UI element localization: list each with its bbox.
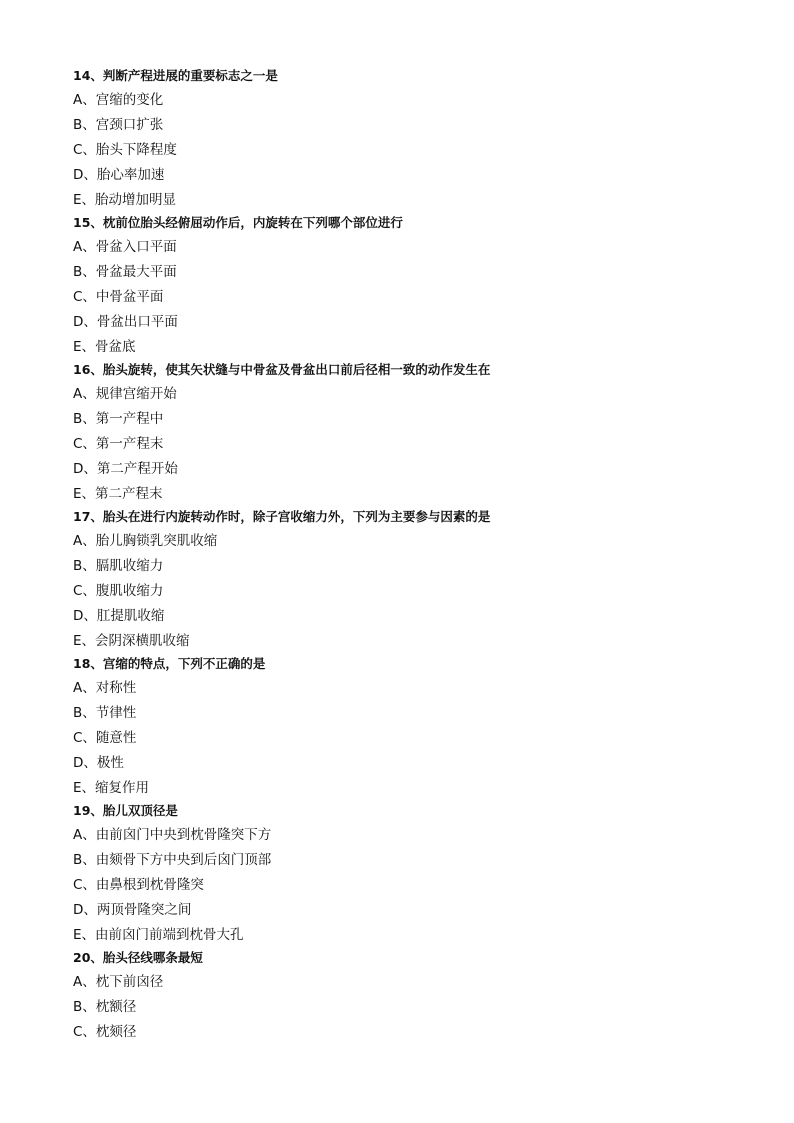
question-title: 15、枕前位胎头经俯屈动作后，内旋转在下列哪个部位进行 bbox=[73, 215, 403, 230]
option-c: C、中骨盆平面 bbox=[73, 289, 164, 305]
question-18 bbox=[73, 654, 753, 801]
option-c: C、随意性 bbox=[73, 730, 137, 746]
option-e: E、第二产程末 bbox=[73, 486, 163, 502]
question-19 bbox=[73, 801, 753, 948]
option-a: A、由前囟门中央到枕骨隆突下方 bbox=[73, 827, 272, 843]
option-c: C、腹肌收缩力 bbox=[73, 583, 164, 599]
option-b: B、由颏骨下方中央到后囟门顶部 bbox=[73, 852, 272, 868]
question-20 bbox=[73, 948, 753, 1045]
question-title: 14、判断产程进展的重要标志之一是 bbox=[73, 68, 278, 83]
option-c: C、胎头下降程度 bbox=[73, 142, 177, 158]
option-d: D、胎心率加速 bbox=[73, 167, 165, 183]
option-b: B、膈肌收缩力 bbox=[73, 558, 164, 574]
option-e: E、缩复作用 bbox=[73, 780, 150, 796]
option-e: E、骨盆底 bbox=[73, 339, 136, 355]
option-a: A、枕下前囟径 bbox=[73, 974, 164, 990]
option-d: D、极性 bbox=[73, 755, 124, 771]
option-b: B、宫颈口扩张 bbox=[73, 117, 164, 133]
option-c: C、第一产程末 bbox=[73, 436, 164, 452]
option-b: B、骨盆最大平面 bbox=[73, 264, 177, 280]
option-a: A、宫缩的变化 bbox=[73, 92, 164, 108]
question-title: 17、胎头在进行内旋转动作时，除子宫收缩力外，下列为主要参与因素的是 bbox=[73, 509, 491, 524]
option-a: A、骨盆入口平面 bbox=[73, 239, 177, 255]
option-d: D、骨盆出口平面 bbox=[73, 314, 178, 330]
option-c: C、枕颏径 bbox=[73, 1024, 137, 1040]
question-title: 20、胎头径线哪条最短 bbox=[73, 950, 203, 965]
question-17 bbox=[73, 507, 753, 654]
option-b: B、枕额径 bbox=[73, 999, 137, 1015]
exam-page bbox=[73, 66, 753, 1045]
option-a: A、规律宫缩开始 bbox=[73, 386, 177, 402]
option-b: B、第一产程中 bbox=[73, 411, 164, 427]
option-e: E、会阴深横肌收缩 bbox=[73, 633, 190, 649]
option-e: E、胎动增加明显 bbox=[73, 192, 177, 208]
option-c: C、由鼻根到枕骨隆突 bbox=[73, 877, 204, 893]
question-title: 18、宫缩的特点，下列不正确的是 bbox=[73, 656, 266, 671]
option-a: A、胎儿胸锁乳突肌收缩 bbox=[73, 533, 218, 549]
question-15 bbox=[73, 213, 753, 360]
option-a: A、对称性 bbox=[73, 680, 137, 696]
option-d: D、两顶骨隆突之间 bbox=[73, 902, 192, 918]
option-d: D、肛提肌收缩 bbox=[73, 608, 165, 624]
question-title: 19、胎儿双顶径是 bbox=[73, 803, 178, 818]
question-16 bbox=[73, 360, 753, 507]
option-e: E、由前囟门前端到枕骨大孔 bbox=[73, 927, 244, 943]
question-title: 16、胎头旋转，使其矢状缝与中骨盆及骨盆出口前后径相一致的动作发生在 bbox=[73, 362, 491, 377]
question-14 bbox=[73, 66, 753, 213]
option-b: B、节律性 bbox=[73, 705, 137, 721]
option-d: D、第二产程开始 bbox=[73, 461, 178, 477]
